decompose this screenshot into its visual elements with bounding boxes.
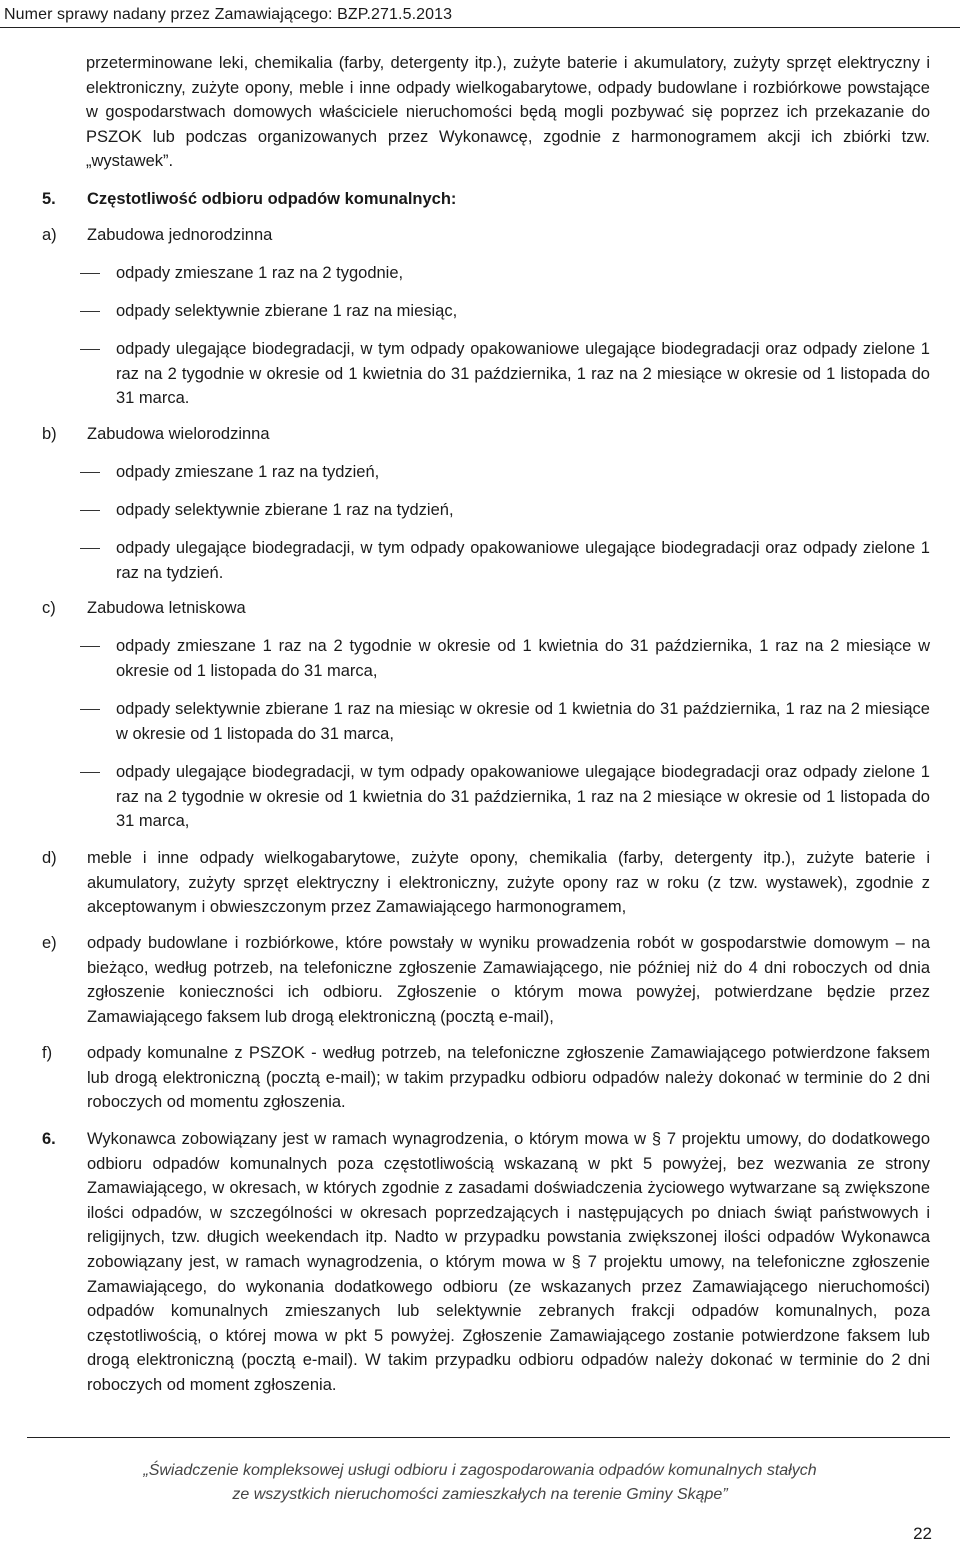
dash-bullet [80, 772, 100, 773]
subsection-text: odpady komunalne z PSZOK - według potrzeb, na telefoniczne zgłoszenie Zamawiającego potwierdzone faksem lub drogą elektroniczną (pocztą e-mail); w takim przypadku odbioru odpadów należy dokonać w terminie do 2 dni roboczych od momentu zgłoszenia. [87, 1044, 930, 1112]
section-title: Częstotliwość odbioru odpadów komunalnych: [87, 190, 457, 208]
list-item-text: odpady selektywnie zbierane 1 raz na miesiąc w okresie od 1 kwietnia do 31 października, 1 raz na 2 miesiące w okresie od 1 listopada do 31 marca, [116, 700, 930, 743]
subsection-b-heading [42, 422, 930, 447]
list-item-text: odpady ulegające biodegradacji, w tym odpady opakowaniowe ulegające biodegradacji oraz odpady zielone 1 raz na 2 tygodnie w okresie od 1 kwietnia do 31 października, 1 raz na 2 miesiące w okresie od 1 listopada do 31 marca, [116, 763, 930, 831]
subsection-title: Zabudowa letniskowa [87, 599, 246, 617]
footer-divider [27, 1437, 950, 1438]
subsection-c-heading [42, 596, 930, 621]
dash-bullet [80, 472, 100, 473]
footer-title-line-1: „Świadczenie kompleksowej usługi odbioru i zagospodarowania odpadów komunalnych stałych [143, 1462, 817, 1479]
subsection-letter: e) [42, 934, 57, 952]
list-item-text: odpady zmieszane 1 raz na 2 tygodnie, [116, 264, 404, 282]
section-number: 6. [42, 1130, 56, 1148]
dash-bullet [80, 646, 100, 647]
list-item-text: odpady selektywnie zbierane 1 raz na miesiąc, [116, 302, 458, 320]
subsection-letter: f) [42, 1044, 53, 1062]
subsection-text: meble i inne odpady wielkogabarytowe, zużyte opony, chemikalia (farby, detergenty itp.), zużyte baterie i akumulatory, zużyty sprzęt elektryczny i elektroniczny, zużyte opony raz w roku (z tzw. wystawek), zgodnie z akceptowanym i obwieszczonym przez Zamawiającego harmonogramem, [87, 849, 930, 917]
header-divider [0, 27, 960, 28]
dash-bullet [80, 548, 100, 549]
page-number: 22 [913, 1524, 932, 1543]
dash-bullet [80, 311, 100, 312]
dash-bullet [80, 349, 100, 350]
section-text: Wykonawca zobowiązany jest w ramach wynagrodzenia, o którym mowa w § 7 projektu umowy, do dodatkowego odbioru odpadów komunalnych poza częstotliwością wskazaną w pkt 5 powyżej, bez wezwania ze strony Zamawiającego, w okresach, w których zgodnie z zasadami doświadczenia życiowego wytwarzane są zwiększone ilości odpadów, w szczególności w okresach poprzedzających i następujących po dniach świąt państwowych i religijnych, tzw. długich weekendach itp. Nadto w przypadku powstania zwiększonej ilości odpadów Wykonawca zobowiązany jest, w ramach wynagrodzenia, o którym mowa w § 7 projektu umowy, na telefoniczne zgłoszenie Zamawiającego, do wykonania dodatkowego odbioru (ze wskazanych przez Zamawiającego nieruchomości) odpadów komunalnych zmieszanych lub selektywnie zebranych frakcji odpadów komunalnych, poza częstotliwością, o której mowa w pkt 5 powyżej. Zgłoszenie Zamawiającego zostanie potwierdzone faksem lub drogą elektroniczną (pocztą e-mail). W takim przypadku odbioru odpadów należy dokonać w terminie do 2 dni roboczych od moment zgłoszenia. [87, 1130, 930, 1394]
list-item-text: odpady zmieszane 1 raz na 2 tygodnie w okresie od 1 kwietnia do 31 października, 1 raz na 2 miesiące w okresie od 1 listopada do 31 marca, [116, 637, 930, 680]
subsection-title: Zabudowa wielorodzinna [87, 425, 270, 443]
section-5-heading [42, 187, 930, 212]
footer-title-line-2: ze wszystkich nieruchomości zamieszkałych na terenie Gminy Skąpe” [232, 1486, 728, 1503]
subsection-title: Zabudowa jednorodzinna [87, 226, 273, 244]
page-header [0, 4, 960, 32]
dash-bullet [80, 709, 100, 710]
section-number: 5. [42, 190, 56, 208]
header-case-number: Numer sprawy nadany przez Zamawiającego: BZP.271.5.2013 [4, 6, 453, 23]
list-item-text: odpady ulegające biodegradacji, w tym odpady opakowaniowe ulegające biodegradacji oraz odpady zielone 1 raz na tydzień. [116, 539, 930, 582]
subsection-letter: d) [42, 849, 57, 867]
list-item-text: odpady selektywnie zbierane 1 raz na tydzień, [116, 501, 454, 519]
list-item-text: odpady zmieszane 1 raz na tydzień, [116, 463, 380, 481]
subsection-letter: b) [42, 425, 57, 443]
subsection-letter: a) [42, 226, 57, 244]
subsection-letter: c) [42, 599, 56, 617]
intro-paragraph: przeterminowane leki, chemikalia (farby, detergenty itp.), zużyte baterie i akumulatory, zużyty sprzęt elektryczny i elektroniczny, zużyte opony, meble i inne odpady wielkogabarytowe, odpady budowlane i rozbiórkowe powstające w gospodarstwach domowych właściciele nieruchomości będą mogli pozbywać się poprzez ich przekazanie do PSZOK lub podczas organizowanych przez Wykonawcę, zgodnie z harmonogramem akcji ich zbiórki tzw. „wystawek”. [86, 54, 930, 171]
subsection-a-heading [42, 223, 930, 248]
dash-bullet [80, 273, 100, 274]
list-item-text: odpady ulegające biodegradacji, w tym odpady opakowaniowe ulegające biodegradacji oraz odpady zielone 1 raz na 2 tygodnie w okresie od 1 kwietnia do 31 października, 1 raz na 2 miesiące w okresie od 1 listopada do 31 marca. [116, 340, 930, 408]
dash-bullet [80, 510, 100, 511]
subsection-text: odpady budowlane i rozbiórkowe, które powstały w wyniku prowadzenia robót w gospodarstwie domowym – na bieżąco, według potrzeb, na telefoniczne zgłoszenie Zamawiającego, nie później niż do 4 dni roboczych od dnia zgłoszenie konieczności ich odbioru. Zgłoszenie o którym mowa powyżej, potwierdzane będzie przez Zamawiającego faksem lub drogą elektroniczną (pocztą e-mail), [87, 934, 930, 1026]
